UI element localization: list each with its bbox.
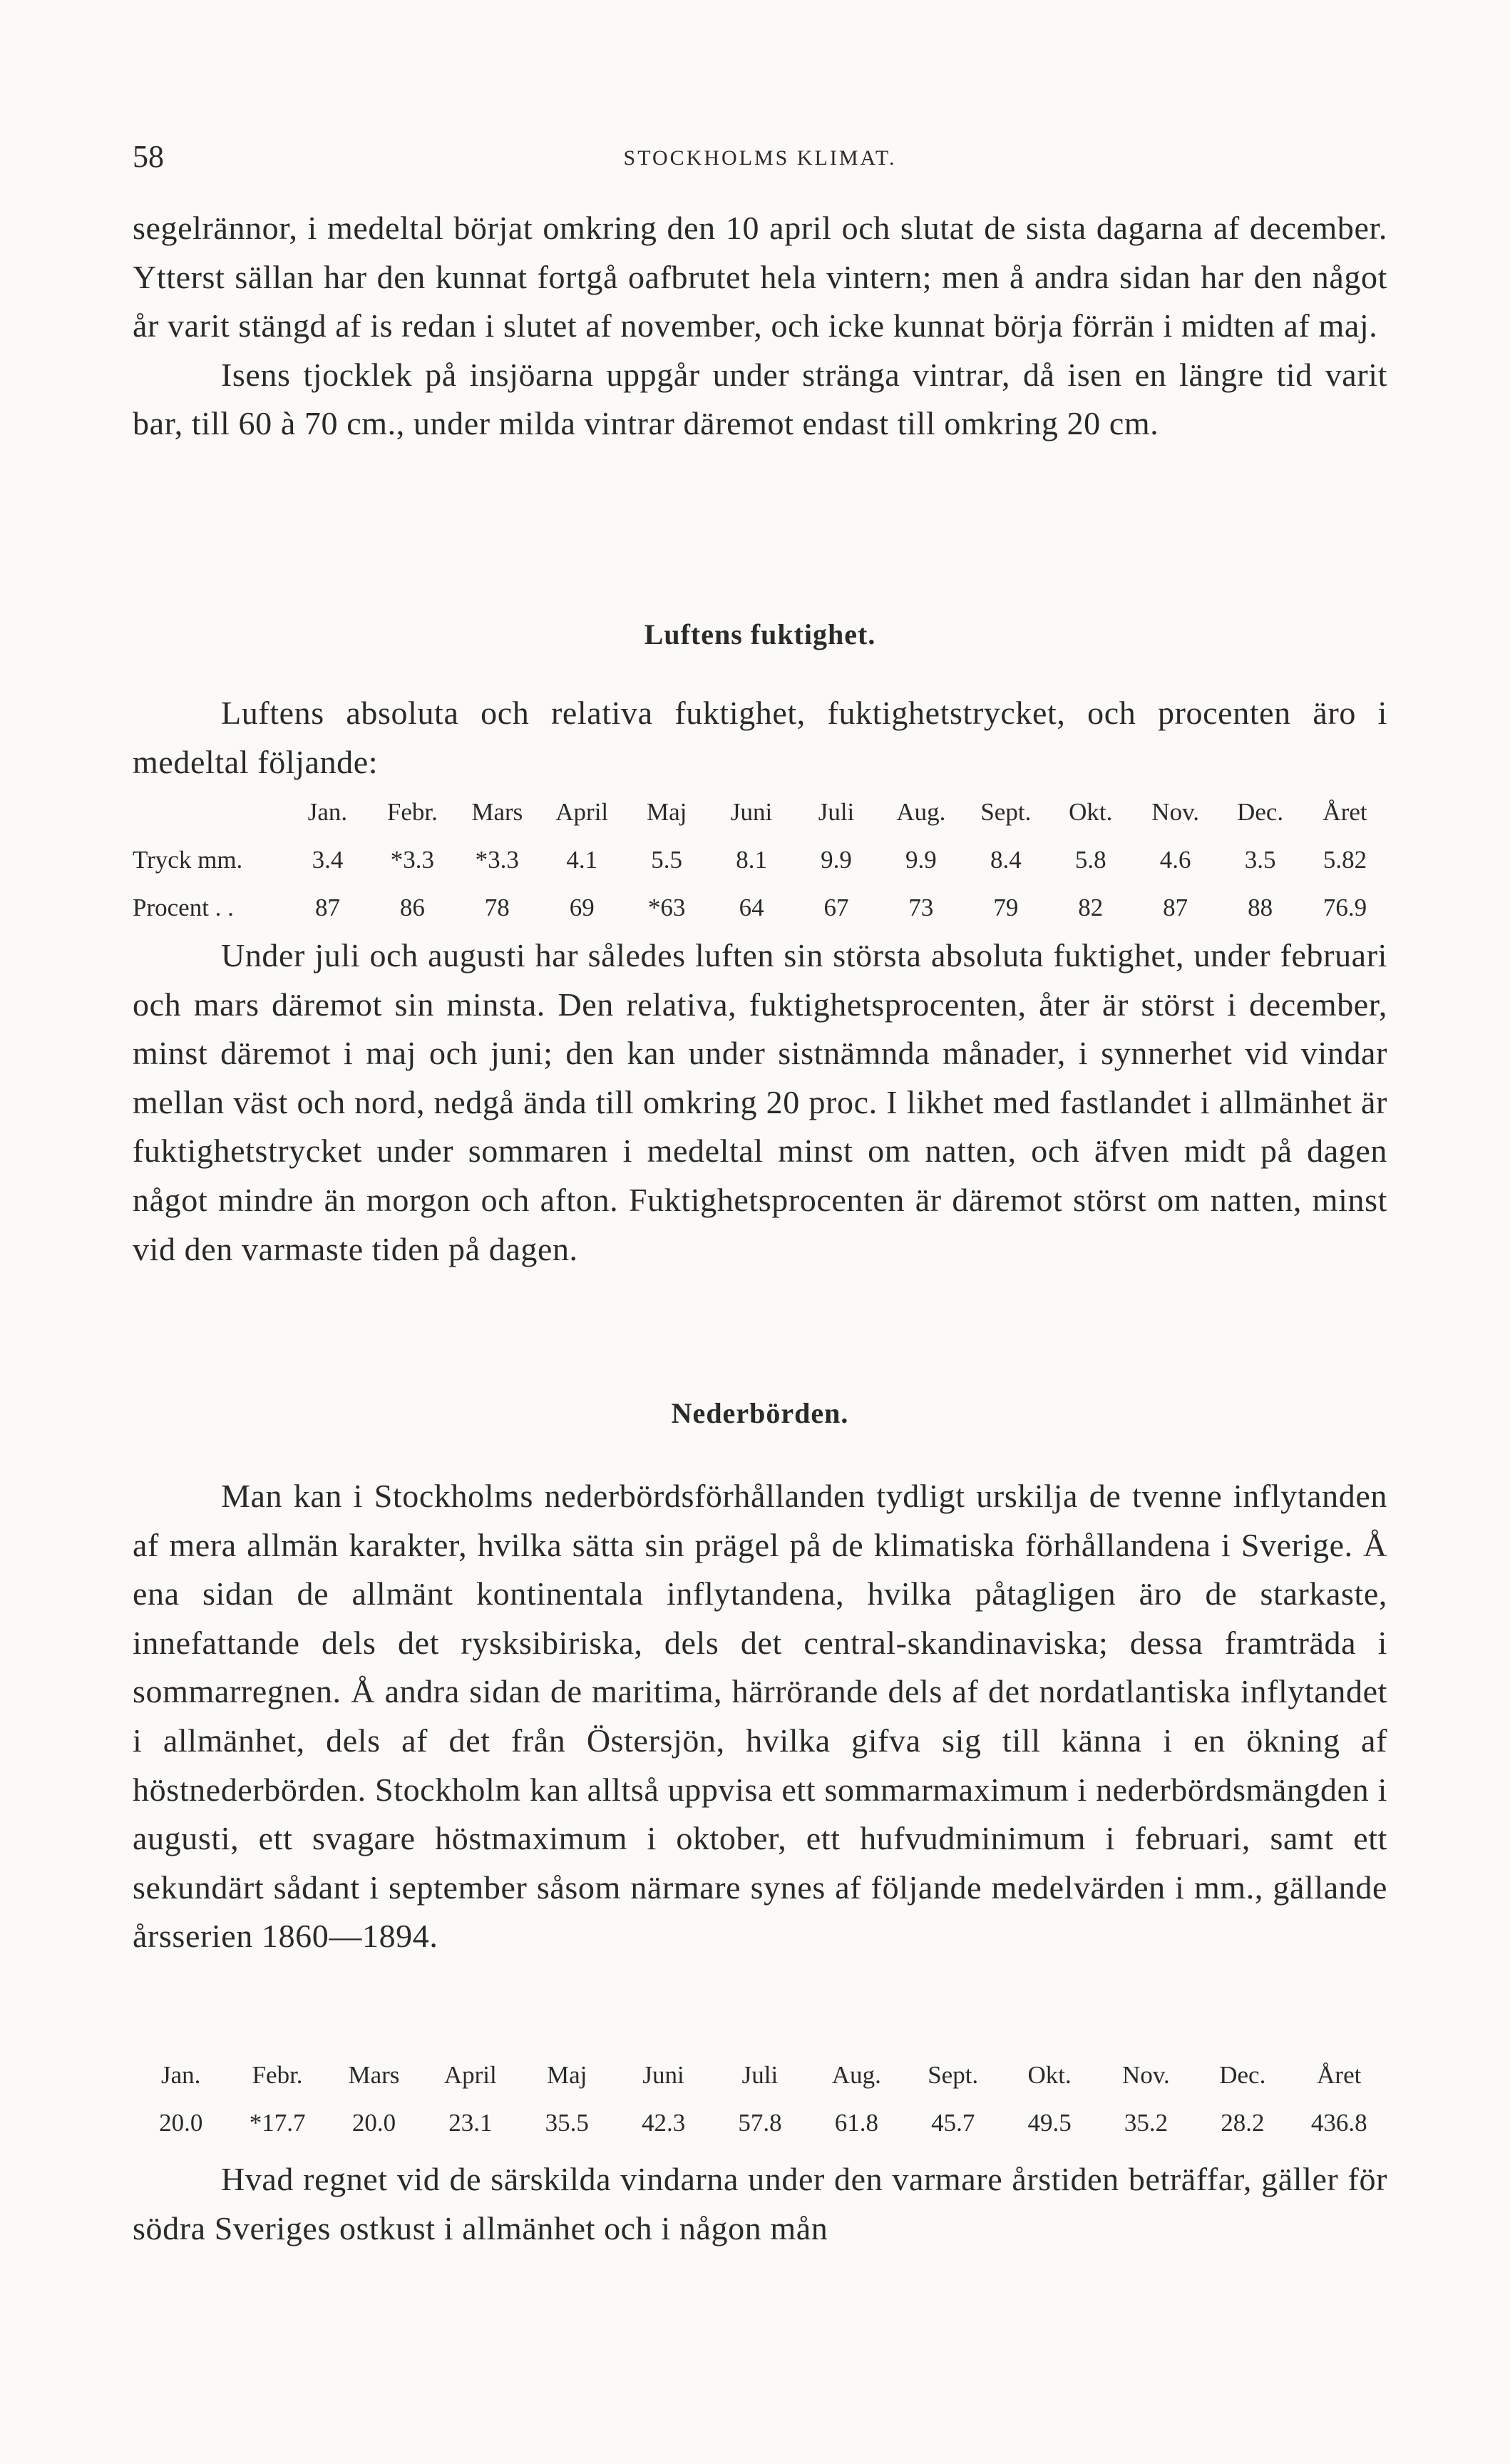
header-cell-empty (133, 788, 285, 836)
precipitation-intro: Man kan i Stockholms nederbördsförhållanden tydligt urskilja de tvenne inflytanden af mera allmän karakter, hvilka sätta sin prägel på de klimatiska förhållandena i Sverige. Å ena sidan de allmänt kontinentala inflytandena, hvilka påtagligen äro de starkaste, innefattande dels det rysksibiriska, dels det central-skandinaviska; dessa framträda i sommarregnen. Å andra sidan de maritima, härrörande dels af det nordatlantiska inflytandet i allmänhet, dels af det från Östersjön, hvilka gifva sig till känna i en ökning af höstnederbörden. Stockholm kan alltså uppvisa ett sommarmaximum i nederbördsmängden i augusti, ett svagare höstmaximum i oktober, ett hufvudminimum i februari, samt ett sekundärt sådant i september såsom närmare synes af följande medelvärden i mm., gällande årsserien 1860—1894. (133, 1478, 1387, 1955)
header-cell: Okt. (1069, 797, 1113, 826)
header-cell: Juni (730, 797, 773, 826)
table-cell: 4.1 (566, 845, 598, 874)
table-cell: 79 (993, 893, 1019, 921)
header-cell: Maj (546, 2060, 587, 2089)
humidity-discussion: Under juli och augusti har således luften sin största absoluta fuktighet, under februari och mars däremot sin minsta. Den relativa, fuktighetsprocenten, åter är störst i december, minst däremot i maj och juni; den kan under sistnämnda månader, i synnerhet vid vindar mellan väst och nord, nedgå ända till omkring 20 proc. I likhet med fastlandet i allmänhet är fuktighetstrycket under sommaren i medeltal minst om natten, och äfven midt på dagen något mindre än morgon och afton. Fuktighetsprocenten är däremot störst om natten, minst vid den varmaste tiden på dagen. (133, 937, 1387, 1267)
header-cell: Febr. (252, 2060, 303, 2089)
table-cell: 8.1 (736, 845, 767, 874)
table-cell: 86 (399, 893, 425, 921)
header-cell: Juli (741, 2060, 779, 2089)
header-cell: Året (1322, 797, 1367, 826)
table-cell: 3.5 (1244, 845, 1276, 874)
header-cell: Mars (471, 797, 523, 826)
header-cell: Dec. (1237, 797, 1284, 826)
table-cell: 88 (1248, 893, 1273, 921)
header-cell: Juli (818, 797, 855, 826)
table-cell: 3.4 (312, 845, 344, 874)
precipitation-heading: Nederbörden. (671, 1397, 849, 1429)
header-cell: Okt. (1027, 2060, 1072, 2089)
table-cell: 9.9 (821, 845, 852, 874)
header-cell: Jan. (307, 797, 348, 826)
table-cell: 20.0 (351, 2108, 396, 2137)
header-cell: April (555, 797, 609, 826)
header-cell: Maj (646, 797, 687, 826)
table-cell: 87 (1163, 893, 1188, 921)
header-cell: April (443, 2060, 497, 2089)
header-cell: Mars (348, 2060, 400, 2089)
intro-paragraph-2: Isens tjocklek på insjöarna uppgår under stränga vintrar, då isen en längre tid varit bar, till 60 à 70 cm., under milda vintrar däremot endast till omkring 20 cm. (133, 356, 1387, 442)
table-cell: 69 (569, 893, 595, 921)
header-cell: Aug. (896, 797, 946, 826)
table-cell: 23.1 (448, 2108, 493, 2137)
table-cell: 67 (823, 893, 849, 921)
table-cell: 35.5 (545, 2108, 589, 2137)
table-cell: 78 (484, 893, 510, 921)
table-cell: 35.2 (1124, 2108, 1169, 2137)
table-cell: *3.3 (475, 845, 519, 874)
table-cell: 57.8 (738, 2108, 782, 2137)
table-cell: 64 (739, 893, 764, 921)
table-row (133, 884, 1387, 931)
table-row (133, 836, 1387, 884)
table-cell: 42.3 (641, 2108, 686, 2137)
header-cell: Sept. (928, 2060, 979, 2089)
row-label: Procent . . (133, 893, 234, 921)
page-header (133, 136, 1387, 178)
header-cell: Året (1317, 2060, 1362, 2089)
humidity-intro: Luftens absoluta och relativa fuktighet, fuktighetstrycket, och procenten äro i medeltal följande: (133, 695, 1387, 780)
header-cell: Sept. (980, 797, 1032, 826)
table-cell: 5.8 (1074, 845, 1106, 874)
table-cell: 73 (908, 893, 934, 921)
table-cell: 9.9 (905, 845, 937, 874)
running-title: STOCKHOLMS KLIMAT. (623, 146, 897, 170)
table-cell: 82 (1078, 893, 1104, 921)
table-cell: 45.7 (931, 2108, 975, 2137)
header-cell: Juni (642, 2060, 684, 2089)
table-cell: 436.8 (1310, 2108, 1367, 2137)
header-cell: Nov. (1151, 797, 1200, 826)
table-row (133, 2099, 1387, 2147)
row-label: Tryck mm. (133, 845, 243, 874)
page-number: 58 (133, 139, 164, 174)
table-cell: 49.5 (1027, 2108, 1072, 2137)
header-cell: Nov. (1122, 2060, 1170, 2089)
table-cell: 5.5 (651, 845, 683, 874)
humidity-table (133, 788, 1387, 931)
humidity-heading: Luftens fuktighet. (644, 618, 876, 650)
table-header-row (133, 788, 1387, 836)
table-cell: 4.6 (1159, 845, 1191, 874)
table-cell: *63 (647, 893, 686, 921)
table-cell: 20.0 (159, 2108, 203, 2137)
header-cell: Jan. (160, 2060, 201, 2089)
intro-text (133, 204, 1387, 449)
table-cell: 76.9 (1322, 893, 1367, 921)
header-cell: Dec. (1219, 2060, 1266, 2089)
table-cell: 8.4 (990, 845, 1022, 874)
precipitation-continuation: Hvad regnet vid de särskilda vindarna under den varmare årstiden beträffar, gäller för södra Sveriges ostkust i allmänhet och i någon mån (133, 2161, 1387, 2246)
table-cell: 87 (314, 893, 340, 921)
precipitation-table (133, 2051, 1387, 2147)
table-cell: 61.8 (834, 2108, 878, 2137)
table-cell: 5.82 (1322, 845, 1367, 874)
table-cell: *3.3 (390, 845, 434, 874)
header-cell: Febr. (386, 797, 438, 826)
table-header-row (133, 2051, 1387, 2099)
table-cell: 28.2 (1221, 2108, 1265, 2137)
table-cell: *17.7 (249, 2108, 306, 2137)
intro-paragraph-1: segelrännor, i medeltal börjat omkring den 10 april och slutat de sista dagarna af december. Ytterst sällan har den kunnat fortgå oafbrutet hela vintern; men å andra sidan har den något år varit stängd af is redan i slutet af november, och icke kunnat börja förrän i midten af maj. (133, 210, 1387, 344)
header-cell: Aug. (831, 2060, 881, 2089)
